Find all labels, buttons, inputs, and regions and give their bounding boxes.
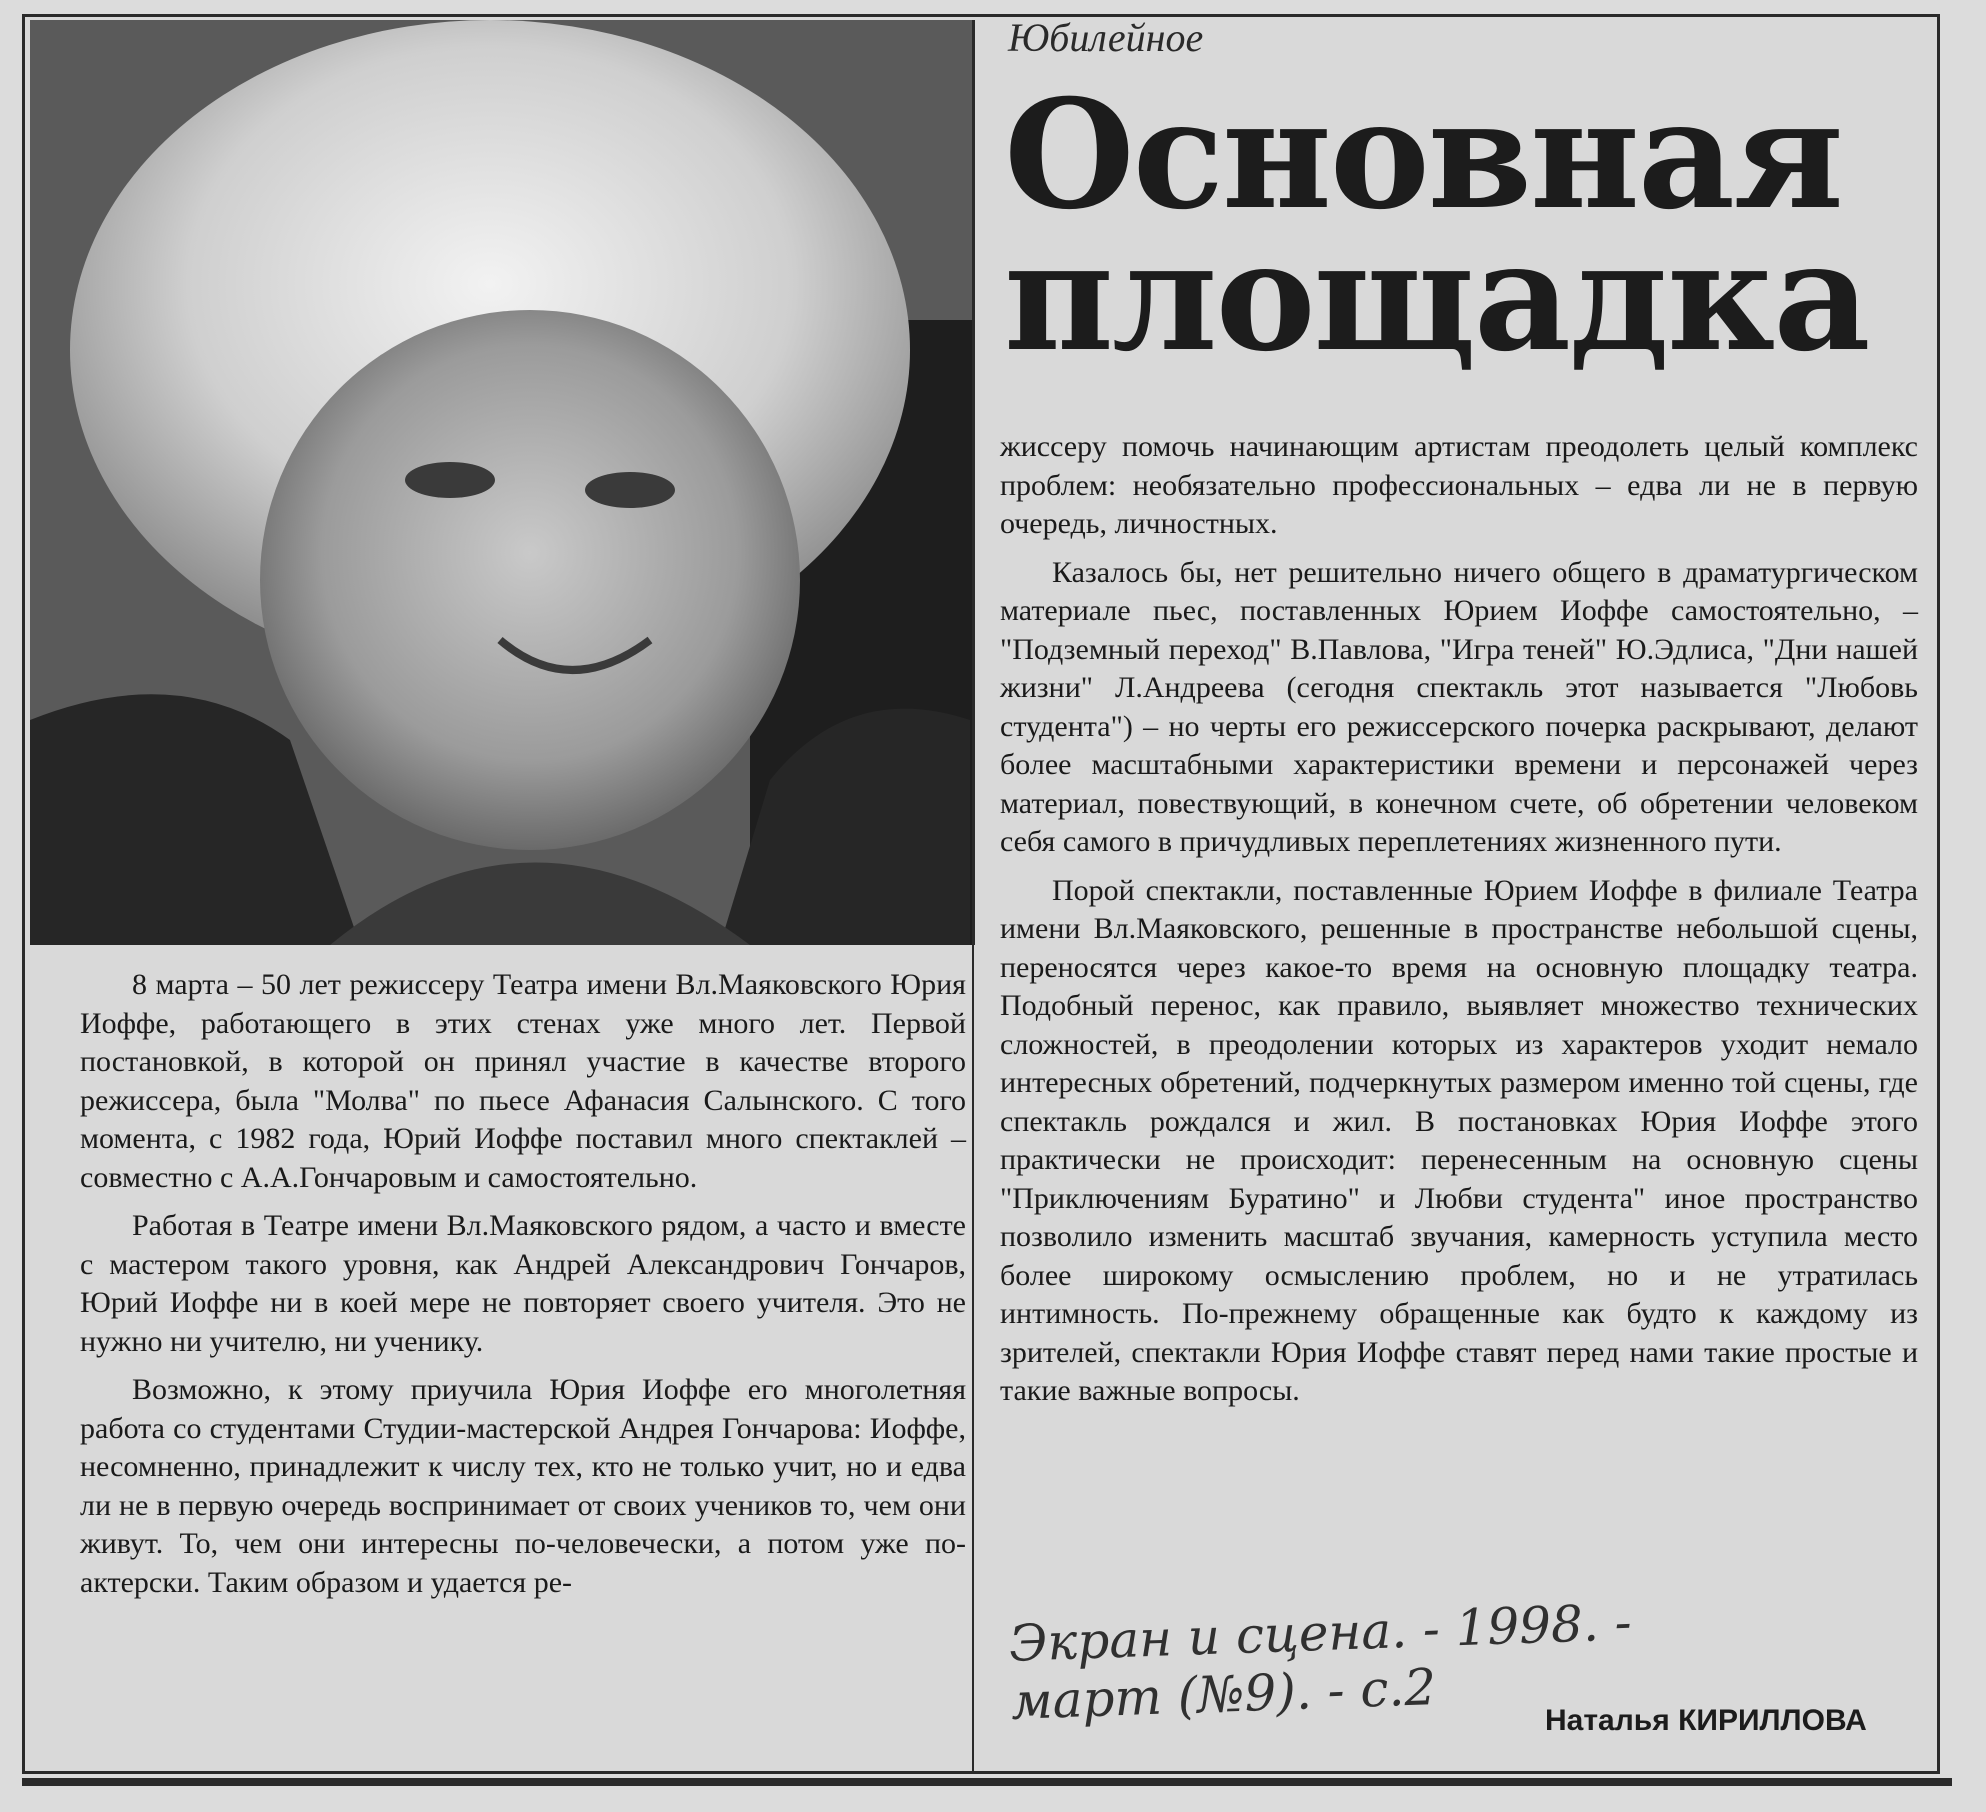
bottom-rule — [22, 1778, 1952, 1786]
handwritten-citation — [1008, 1593, 1634, 1731]
headline-line-2: площадка — [1004, 209, 1869, 385]
author-byline: Наталья КИРИЛЛОВА — [1545, 1704, 1867, 1737]
paragraph: Порой спектакли, поставленные Юрием Иоффе в филиале Театра имени Вл.Маяковского, решенные в пространстве небольшой сцены, переносятся через какое-то время на основную площадку театра. Подобный перенос, как правило, выявляет множество технических сложностей, в преодолении которых из характеров уходит немало интересных обретений, подчеркнутых размером именно той сцены, где спектакль рождался и жил. В постановках Юрия Иоффе этого практически не происходит: перенесенным на основную сцены "Приключениям Буратино" и Любви студента" иное пространство позволило изменить масштаб звучания, камерность уступила место более широкому осмыслению проблем, но и не утратилась интимность. По-прежнему обращенные как будто к каждому из зрителей, спектакли Юрия Иоффе ставят перед нами такие простые и такие важные вопросы. — [1000, 873, 1918, 1407]
paragraph: Возможно, к этому приучила Юрия Иоффе его многолетняя работа со студентами Студии-мастерской Андрея Гончарова: Иоффе, несомненно, принадлежит к числу тех, кто не только учит, но и едва ли не в первую очередь воспринимает от своих учеников то, чем они живут. То, чем они интересны по-человечески, а потом уже по-актерски. Таким образом и удается ре- — [80, 1373, 966, 1599]
column-divider — [972, 20, 974, 1772]
handwritten-line-2: март (№9). - с.2 — [1010, 1658, 1437, 1731]
paragraph: Казалось бы, нет решительно ничего общего в драматургическом материале пьес, поставленных Юрием Иоффе самостоятельно, – "Подземный переход" В.Павлова, "Игра теней" Ю.Эдлиса, "Дни нашей жизни" Л.Андреева (сегодня спектакль этот называется "Любовь студента") – но черты его режиссерского почерка раскрывают, делают более масштабными характеристики времени и персонажей через материал, повествующий, в конечном счете, об обретении человеком себя самого в причудливых переплетениях жизненного пути. — [1000, 555, 1918, 858]
paragraph: жиссеру помочь начинающим артистам преодолеть целый комплекс проблем: необязательно профессиональных – едва ли не в первую очередь, личностных. — [1000, 430, 1918, 540]
right-text-column — [1000, 428, 1918, 1411]
rubric-kicker: Юбилейное — [1008, 15, 1204, 60]
paragraph: Работая в Театре имени Вл.Маяковского рядом, а часто и вместе с мастером такого уровня, как Андрей Александрович Гончаров, Юрий Иоффе ни в коей мере не повторяет своего учителя. Это не нужно ни учителю, ни ученику. — [80, 1209, 966, 1358]
headline-line-1: Основная — [1004, 67, 1842, 243]
handwritten-line-1: Экран и сцена. - 1998. - — [1008, 1593, 1633, 1673]
paragraph: 8 марта – 50 лет режиссеру Театра имени Вл.Маяковского Юрия Иоффе, работающего в этих стенах уже много лет. Первой постановкой, в которой он принял участие в качестве второго режиссера, была "Молва" по пьесе Афанасия Салынского. С того момента, с 1982 года, Юрий Иоффе поставил много спектаклей – совместно с А.А.Гончаровым и самостоятельно. — [80, 968, 966, 1194]
article-headline — [1004, 67, 1869, 385]
left-text-column — [80, 966, 966, 1602]
portrait-photo-icon — [30, 20, 972, 945]
portrait-photo — [30, 20, 975, 945]
